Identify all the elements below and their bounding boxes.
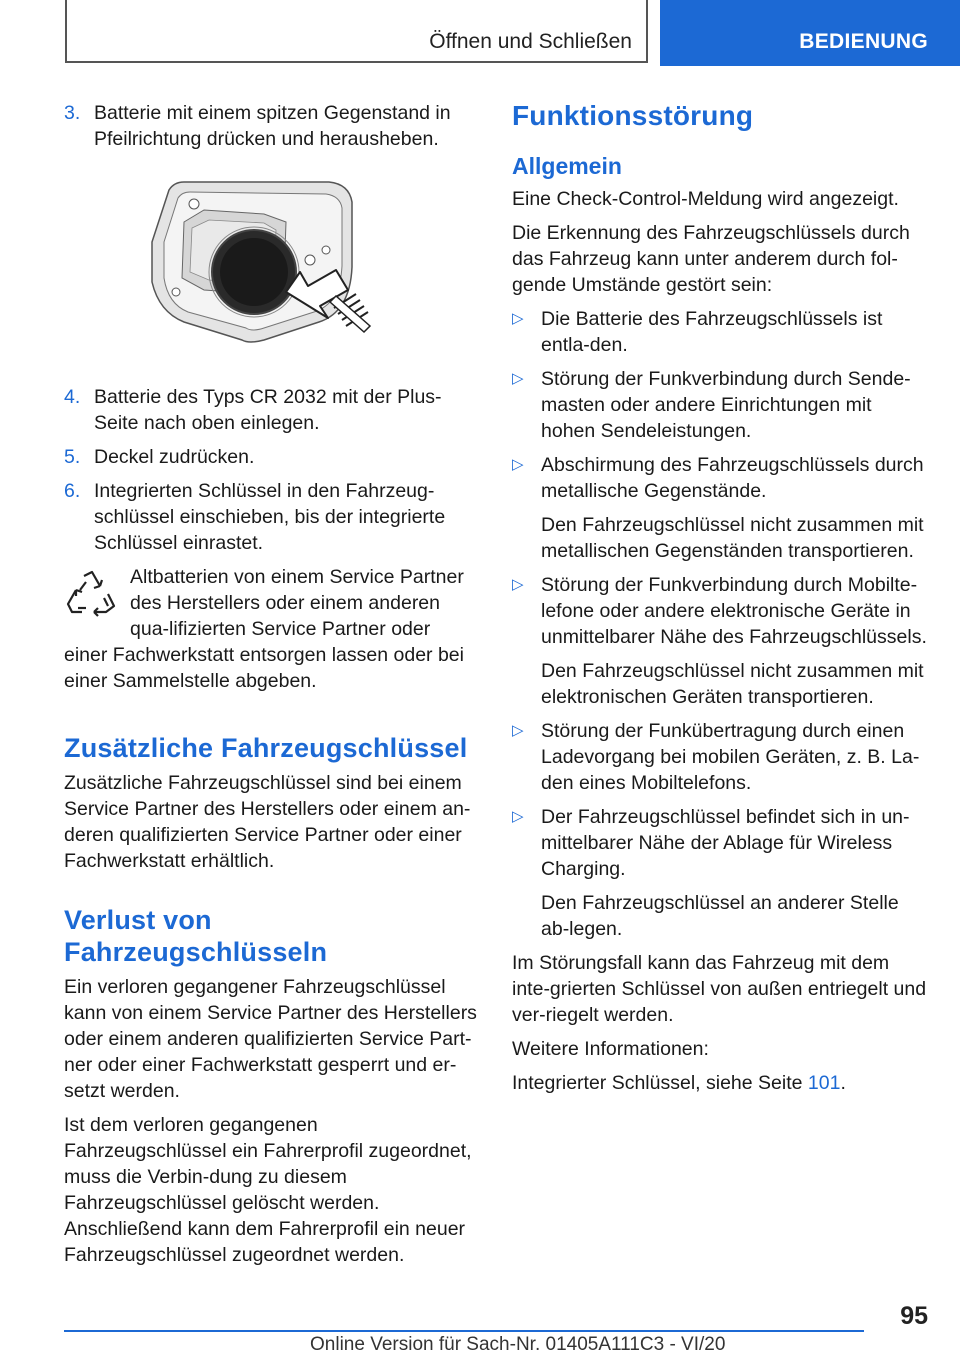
heading-malfunction: Funktionsstörung — [512, 100, 754, 131]
list-item — [512, 452, 928, 504]
list-item-text: Der Fahrzeugschlüssel befindet sich in un-mittelbarer Nähe der Ablage für Wireless Charging. — [541, 806, 910, 880]
key-battery-image — [64, 162, 478, 372]
triangle-bullet-icon: ▷ — [512, 456, 524, 473]
list-item-text: Störung der Funkverbindung durch Sende-masten oder andere Einrichtungen mit hohen Sendeleistungen. — [541, 368, 911, 442]
list-item-text: Abschirmung des Fahrzeugschlüssels durch metallische Gegenstände. — [541, 454, 924, 502]
step-text: Batterie mit einem spitzen Gegenstand in Pfeilrichtung drücken und herausheben. — [94, 102, 451, 150]
recycling-icon — [64, 568, 120, 628]
key-battery-illustration — [64, 162, 478, 372]
see-page-suffix: . — [840, 1072, 846, 1094]
triangle-bullet-icon: ▷ — [512, 808, 524, 825]
list-item-note: Den Fahrzeugschlüssel nicht zusammen mit elektronischen Geräten transportieren. — [541, 660, 924, 708]
list-item-text: Störung der Funkverbindung durch Mobilte-lefone oder andere elektronische Geräte in unmittelbarer Nähe des Fahrzeugschlüssels. — [541, 574, 927, 648]
list-item-note: Den Fahrzeugschlüssel an anderer Stelle ab-legen. — [541, 892, 899, 940]
step-6 — [64, 478, 478, 556]
paragraph-emergency: Im Störungsfall kann das Fahrzeug mit dem inte-grierten Schlüssel von außen entriegelt und ver-riegelt werden. — [512, 952, 927, 1026]
step-5 — [64, 444, 478, 470]
triangle-bullet-icon: ▷ — [512, 722, 524, 739]
step-number: 3. — [64, 102, 81, 124]
step-number: 4. — [64, 386, 81, 408]
page-number: 95 — [900, 1302, 928, 1330]
paragraph-check-control: Eine Check-Control-Meldung wird angezeigt. — [512, 188, 899, 210]
heading-lost-keys: Verlust von Fahrzeugschlüsseln — [64, 905, 328, 967]
triangle-bullet-icon: ▷ — [512, 370, 524, 387]
step-text: Integrierten Schlüssel in den Fahrzeug-schlüssel einschieben, bis der integrierte Schlüssel einrastet. — [94, 480, 446, 554]
left-column — [64, 100, 478, 1276]
footer-version-text: Online Version für Sach-Nr. 01405A111C3 - VI/20 — [310, 1334, 726, 1355]
list-item — [512, 572, 928, 650]
list-item-text: Die Batterie des Fahrzeugschlüssels ist entla-den. — [541, 308, 883, 356]
step-3 — [64, 100, 478, 152]
header-section-box — [65, 0, 648, 63]
paragraph-lost-keys-2: Ist dem verloren gegangenen Fahrzeugschlüssel ein Fahrerprofil zugeordnet, muss die Verbin-dung zu diesem Fahrzeugschlüssel gelöscht werden. Anschließend kann dem Fahrerprofil ein neuer Fahrzeugschlüssel zugeordnet werden. — [64, 1114, 472, 1266]
list-item — [512, 366, 928, 444]
recycling-text: Altbatterien von einem Service Partner des Herstellers oder einem anderen qua-lifizierten Service Partner oder einer Fachwerkstatt entsorgen lassen oder bei einer Sammelstelle abgeben. — [64, 566, 464, 692]
step-number: 5. — [64, 446, 81, 468]
list-item — [512, 804, 928, 882]
see-page-text: Integrierter Schlüssel, siehe Seite — [512, 1072, 808, 1094]
list-item — [512, 306, 928, 358]
step-text: Deckel zudrücken. — [94, 446, 255, 468]
footer-rule — [64, 1330, 864, 1332]
paragraph-detection: Die Erkennung des Fahrzeugschlüssels durch das Fahrzeug kann unter anderem durch fol-gende Umstände gestört sein: — [512, 222, 910, 296]
paragraph-more-info: Weitere Informationen: — [512, 1038, 709, 1060]
heading-additional-keys: Zusätzliche Fahrzeugschlüssel — [64, 733, 468, 763]
triangle-bullet-icon: ▷ — [512, 310, 524, 327]
header-section-title: Öffnen und Schließen — [429, 30, 632, 53]
right-column — [512, 100, 928, 1104]
list-item-text: Störung der Funkübertragung durch einen Ladevorgang bei mobilen Geräten, z. B. La-den eines Mobiltelefons. — [541, 720, 920, 794]
recycling-note — [64, 564, 478, 694]
paragraph-additional-keys: Zusätzliche Fahrzeugschlüssel sind bei einem Service Partner des Herstellers oder einem an-deren qualifizierten Service Partner oder einer Fachwerkstatt erhältlich. — [64, 772, 471, 872]
page-link[interactable]: 101 — [807, 1072, 841, 1094]
step-4 — [64, 384, 478, 436]
step-number: 6. — [64, 480, 81, 502]
paragraph-lost-keys-1: Ein verloren gegangener Fahrzeugschlüssel kann von einem Service Partner des Herstellers oder einem anderen qualifizierten Service Part-ner oder einer Fachwerkstatt gesperrt und er-setzt werden. — [64, 976, 477, 1102]
heading-general: Allgemein — [512, 153, 622, 179]
triangle-bullet-icon: ▷ — [512, 576, 524, 593]
list-item-note: Den Fahrzeugschlüssel nicht zusammen mit metallischen Gegenständen transportieren. — [541, 514, 924, 562]
paragraph-see-page — [512, 1070, 928, 1096]
header-chapter-label: BEDIENUNG — [799, 30, 928, 53]
step-text: Batterie des Typs CR 2032 mit der Plus-Seite nach oben einlegen. — [94, 386, 442, 434]
page-header — [0, 0, 960, 66]
header-chapter-tab[interactable] — [660, 0, 960, 66]
list-item — [512, 718, 928, 796]
